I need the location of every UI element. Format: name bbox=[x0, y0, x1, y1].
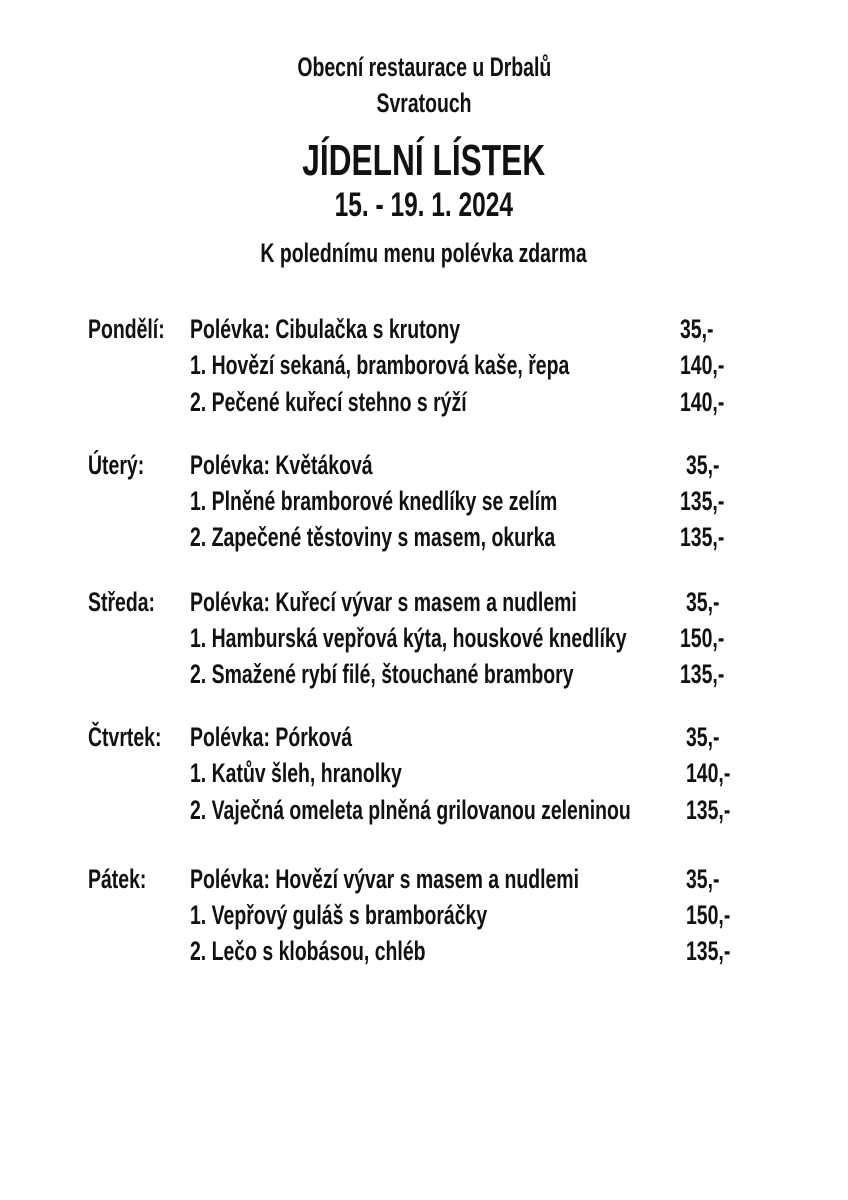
dish-thursday-1 bbox=[190, 758, 484, 789]
dish-monday-soup bbox=[190, 314, 565, 345]
dish-wednesday-2 bbox=[190, 659, 723, 690]
price-text: 140,- bbox=[686, 758, 731, 788]
dish-name: Polévka: Hovězí vývar s masem a nudlemi bbox=[190, 864, 579, 894]
dish-name: 1. Hamburská vepřová kýta, houskové knedlíky bbox=[190, 623, 627, 653]
price-text: 150,- bbox=[686, 900, 731, 930]
price-text: 35,- bbox=[686, 587, 720, 617]
day-label-text: Čtvrtek: bbox=[88, 722, 162, 752]
dish-name: Polévka: Kuřecí vývar s masem a nudlemi bbox=[190, 587, 577, 617]
price-text: 135,- bbox=[680, 659, 725, 689]
dish-name: Polévka: Květáková bbox=[190, 450, 373, 480]
dish-name: 1. Hovězí sekaná, bramborová kaše, řepa bbox=[190, 350, 570, 380]
price-friday-1 bbox=[686, 900, 748, 931]
dish-name: 1. Katův šleh, hranolky bbox=[190, 758, 402, 788]
restaurant-name bbox=[0, 52, 848, 83]
dish-monday-1 bbox=[190, 350, 717, 381]
price-wednesday-2 bbox=[680, 659, 742, 690]
restaurant-name-text: Obecní restaurace u Drbalů bbox=[297, 52, 551, 82]
town-name bbox=[0, 88, 848, 119]
price-text: 35,- bbox=[686, 722, 720, 752]
price-friday-soup bbox=[686, 864, 733, 895]
dish-name: 2. Lečo s klobásou, chléb bbox=[190, 936, 426, 966]
dish-friday-1 bbox=[190, 900, 603, 931]
price-text: 140,- bbox=[680, 387, 725, 417]
dish-name: Polévka: Cibulačka s krutony bbox=[190, 314, 461, 344]
price-thursday-1 bbox=[686, 758, 748, 789]
price-friday-2 bbox=[686, 936, 748, 967]
price-text: 135,- bbox=[686, 936, 731, 966]
day-label-tuesday bbox=[88, 450, 166, 481]
price-text: 150,- bbox=[680, 623, 725, 653]
page-title bbox=[0, 136, 848, 186]
price-text: 35,- bbox=[686, 450, 720, 480]
date-range bbox=[0, 186, 848, 225]
dish-name: 2. Zapečené těstoviny s masem, okurka bbox=[190, 522, 556, 552]
price-tuesday-soup bbox=[686, 450, 733, 481]
price-wednesday-soup bbox=[686, 587, 733, 618]
price-thursday-soup bbox=[686, 722, 733, 753]
price-text: 135,- bbox=[686, 795, 731, 825]
dish-tuesday-1 bbox=[190, 486, 700, 517]
dish-name: 1. Vepřový guláš s bramboráčky bbox=[190, 900, 488, 930]
price-text: 140,- bbox=[680, 350, 725, 380]
price-monday-soup bbox=[680, 314, 727, 345]
town-name-text: Svratouch bbox=[376, 88, 472, 118]
day-label-text: Středa: bbox=[88, 587, 155, 617]
dish-tuesday-2 bbox=[190, 522, 697, 553]
day-label-friday bbox=[88, 864, 169, 895]
dish-thursday-soup bbox=[190, 722, 415, 753]
price-thursday-2 bbox=[686, 795, 748, 826]
dish-monday-2 bbox=[190, 387, 574, 418]
dish-name: 2. Pečené kuřecí stehno s rýží bbox=[190, 387, 467, 417]
dish-name: 1. Plněné bramborové knedlíky se zelím bbox=[190, 486, 558, 516]
date-range-text: 15. - 19. 1. 2024 bbox=[334, 186, 514, 224]
dish-name: Polévka: Pórková bbox=[190, 722, 353, 752]
price-tuesday-1 bbox=[680, 486, 742, 517]
day-label-monday bbox=[88, 314, 195, 345]
price-text: 35,- bbox=[686, 864, 720, 894]
day-label-text: Pátek: bbox=[88, 864, 147, 894]
promo-note-text: K polednímu menu polévka zdarma bbox=[260, 238, 588, 268]
price-text: 135,- bbox=[680, 486, 725, 516]
price-text: 35,- bbox=[680, 314, 714, 344]
day-label-thursday bbox=[88, 722, 190, 753]
price-wednesday-1 bbox=[680, 623, 742, 654]
price-monday-2 bbox=[680, 387, 742, 418]
day-label-wednesday bbox=[88, 587, 181, 618]
day-label-text: Úterý: bbox=[88, 450, 145, 480]
dish-tuesday-soup bbox=[190, 450, 444, 481]
dish-name: 2. Smažené rybí filé, štouchané brambory bbox=[190, 659, 574, 689]
price-text: 135,- bbox=[680, 522, 725, 552]
dish-wednesday-soup bbox=[190, 587, 727, 618]
dish-friday-soup bbox=[190, 864, 730, 895]
dish-name: 2. Vaječná omeleta plněná grilovanou zeleninou bbox=[190, 795, 631, 825]
price-monday-1 bbox=[680, 350, 742, 381]
page-title-text: JÍDELNÍ LÍSTEK bbox=[302, 136, 546, 185]
promo-note bbox=[0, 238, 848, 269]
dish-friday-2 bbox=[190, 936, 517, 967]
day-label-text: Pondělí: bbox=[88, 314, 165, 344]
price-tuesday-2 bbox=[680, 522, 742, 553]
